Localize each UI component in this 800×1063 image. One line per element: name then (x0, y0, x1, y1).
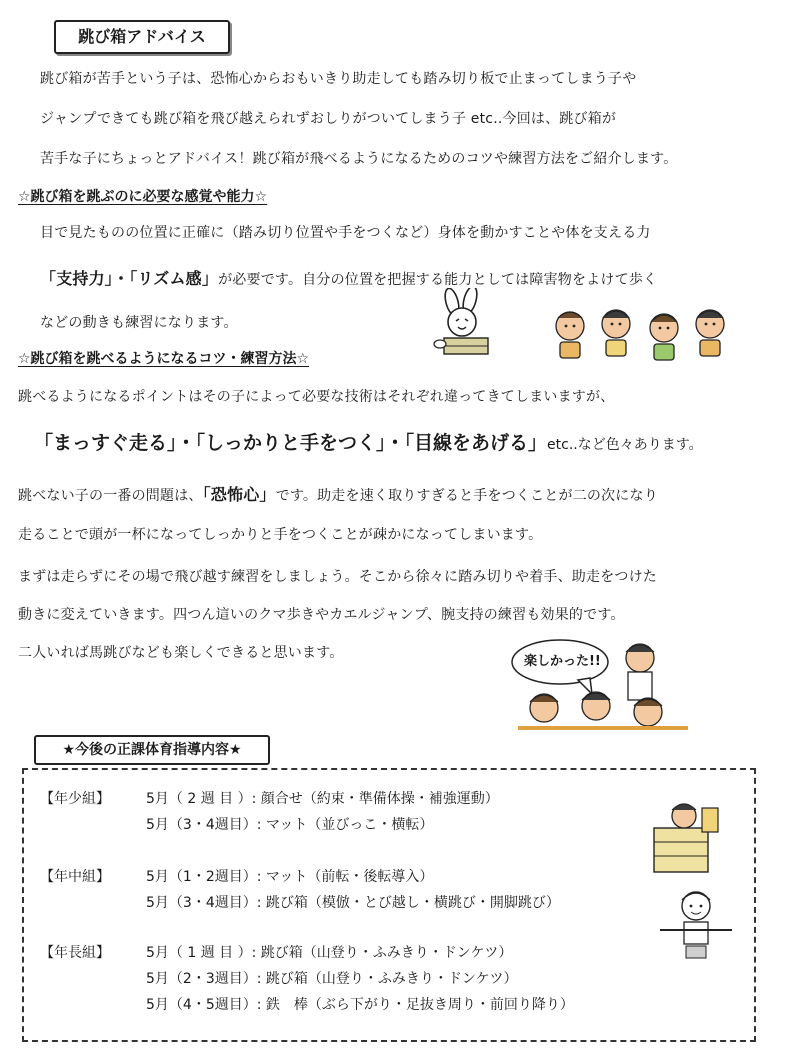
section2-line-3: 走ることで頭が一杯になってしっかりと手をつくことが疎かになってしまいます。 (18, 527, 543, 543)
schedule-line: 5月（3・4週目）: マット（並びっこ・横転） (146, 817, 434, 833)
group-label: 【年中組】 (40, 869, 110, 885)
section2-line-6: 二人いれば馬跳びなども楽しくできると思います。 (18, 645, 344, 661)
support-rhythm-emphasis: 「支持力」・「リズム感」 (40, 269, 219, 288)
schedule-box (22, 768, 756, 1042)
key-points: 「まっすぐ走る」・「しっかりと手をつく」・「目線をあげる」etc..など色々あります。 (34, 432, 703, 454)
fun-illustration (508, 636, 708, 736)
section2-line-4: まずは走らずにその場で飛び越す練習をしましょう。そこから徐々に踏み切りや着手、助走をつけた (18, 569, 657, 585)
section2-line-5: 動きに変えていきます。四つん這いのクマ歩きやカエルジャンプ、腕支持の練習も効果的です。 (18, 607, 625, 623)
section1-heading: ☆跳び箱を跳ぶのに必要な感覚や能力☆ (18, 189, 268, 205)
intro-line-2: ジャンプできても跳び箱を飛び越えられずおしりがついてしまう子 etc..今回は、跳び箱が (40, 111, 617, 127)
page-title: 跳び箱アドバイス (54, 20, 230, 54)
schedule-line: 5月（3・4週目）: 跳び箱（模倣・とび越し・横跳び・開脚跳び） (146, 895, 560, 911)
section2-line-2: 跳べない子の一番の問題は、「恐怖心」です。助走を速く取りすぎると手をつくことが二の次になり (18, 485, 658, 504)
schedule-title: ★今後の正課体育指導内容★ (34, 735, 270, 765)
schedule-line: 5月（2・3週目）: 跳び箱（山登り・ふみきり・ドンケツ） (146, 971, 518, 987)
section1-line-1: 目で見たものの位置に正確に（踏み切り位置や手をつくなど）身体を動かすことや体を支える力 (40, 225, 651, 241)
intro-line-3: 苦手な子にちょっとアドバイス！跳び箱が飛べるようになるためのコツや練習方法をご紹介します。 (40, 151, 678, 167)
fear-emphasis: 「恐怖心」 (202, 485, 276, 504)
children-group-illustration (548, 300, 738, 364)
rabbit-illustration (424, 288, 502, 360)
section1-line-2: 「支持力」・「リズム感」が必要です。自分の位置を把握する能力としては障害物をよけて歩く (40, 269, 658, 288)
vaulting-box-illustration (644, 798, 734, 878)
section2-heading: ☆跳び箱を跳べるようになるコツ・練習方法☆ (18, 351, 310, 367)
section2-line-1: 跳べるようになるポイントはその子によって必要な技術はそれぞれ違ってきてしまいますが、 (18, 389, 615, 405)
child-bar-illustration (656, 886, 736, 966)
schedule-line: 5月（ 1 週 目 ）: 跳び箱（山登り・ふみきり・ドンケツ） (146, 945, 513, 961)
intro-line-1: 跳び箱が苦手という子は、恐怖心からおもいきり助走しても踏み切り板で止まってしまう子や (40, 71, 637, 87)
schedule-line: 5月（1・2週目）: マット（前転・後転導入） (146, 869, 434, 885)
schedule-line: 5月（4・5週目）: 鉄 棒（ぶら下がり・足抜き周り・前回り降り） (146, 997, 574, 1013)
group-label: 【年長組】 (40, 945, 110, 961)
schedule-line: 5月（ 2 週 目 ）: 顔合せ（約束・準備体操・補強運動） (146, 791, 499, 807)
speech-bubble-text: 楽しかった!! (524, 654, 601, 669)
section1-line-3: などの動きも練習になります。 (40, 315, 238, 331)
group-label: 【年少組】 (40, 791, 110, 807)
